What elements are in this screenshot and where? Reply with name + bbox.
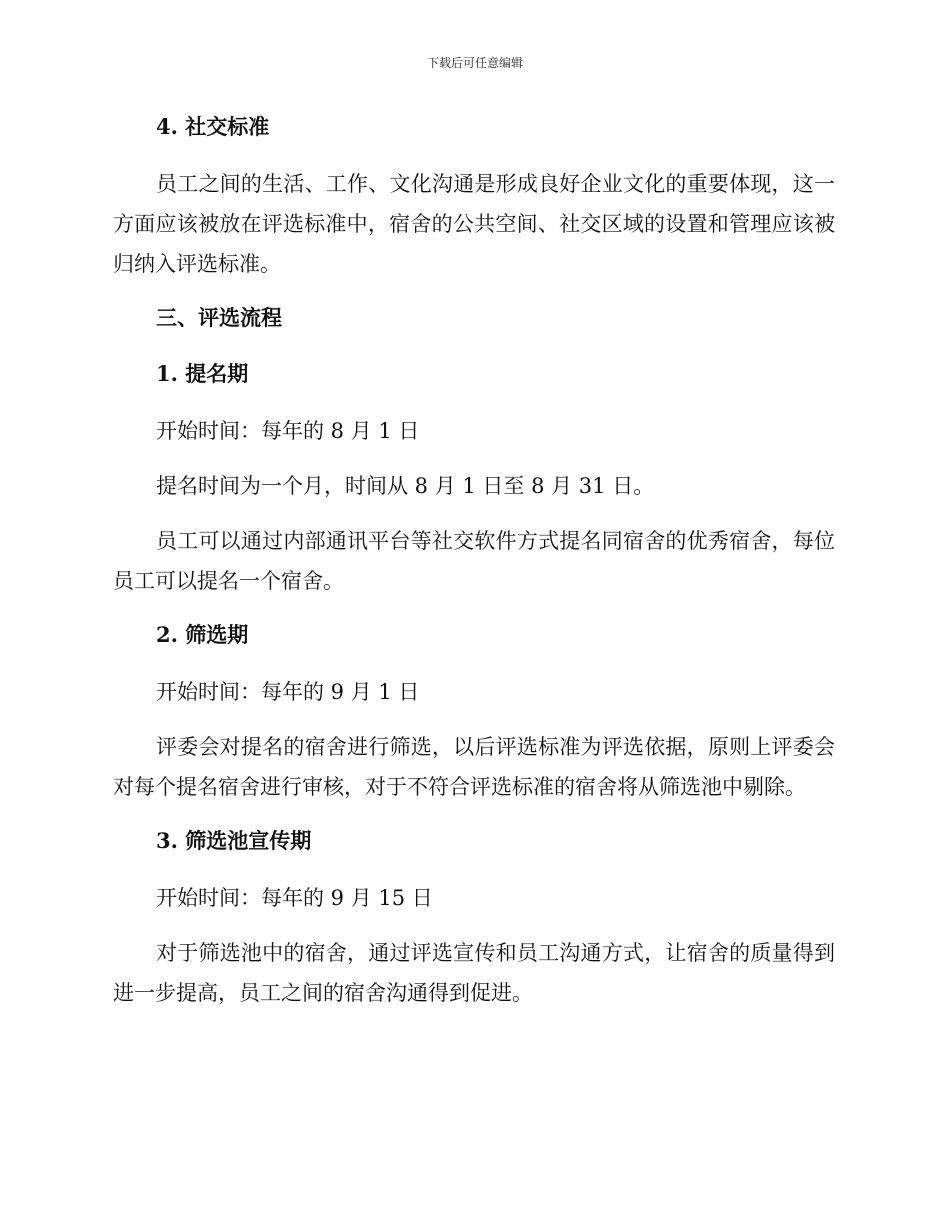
paragraph-promotion-method: 对于筛选池中的宿舍，通过评选宣传和员工沟通方式，让宿舍的质量得到进一步提高，员工之间的宿舍沟通得到促进。 [113,941,835,1005]
paragraph-screening-method: 评委会对提名的宿舍进行筛选，以后评选标准为评选依据，原则上评委会对每个提名宿舍进行审核，对于不符合评选标准的宿舍将从筛选池中剔除。 [113,735,835,799]
section-heading-promotion-period: 3. 筛选池宣传期 [156,828,312,853]
paragraph-nomination-start: 开始时间：每年的 8 月 1 日 [156,419,420,443]
paragraph-nomination-method: 员工可以通过内部通讯平台等社交软件方式提名同宿舍的优秀宿舍，每位员工可以提名一个宿舍。 [113,529,835,593]
paragraph-nomination-duration: 提名时间为一个月，时间从 8 月 1 日至 8 月 31 日。 [156,474,655,498]
document-body [113,108,835,1028]
section-heading-nomination-period: 1. 提名期 [156,361,249,386]
section-heading-screening-period: 2. 筛选期 [156,622,249,647]
section-heading-social-standard: 4. 社交标准 [156,114,270,139]
paragraph-screening-start: 开始时间：每年的 9 月 1 日 [156,680,420,704]
paragraph-promotion-start: 开始时间：每年的 9 月 15 日 [156,886,433,910]
page-header: 下载后可任意编辑 [426,56,523,70]
section-heading-selection-process: 三、评选流程 [156,305,282,330]
paragraph-social-standard: 员工之间的生活、工作、文化沟通是形成良好企业文化的重要体现，这一方面应该被放在评选标准中，宿舍的公共空间、社交区域的设置和管理应该被归纳入评选标准。 [113,172,835,276]
